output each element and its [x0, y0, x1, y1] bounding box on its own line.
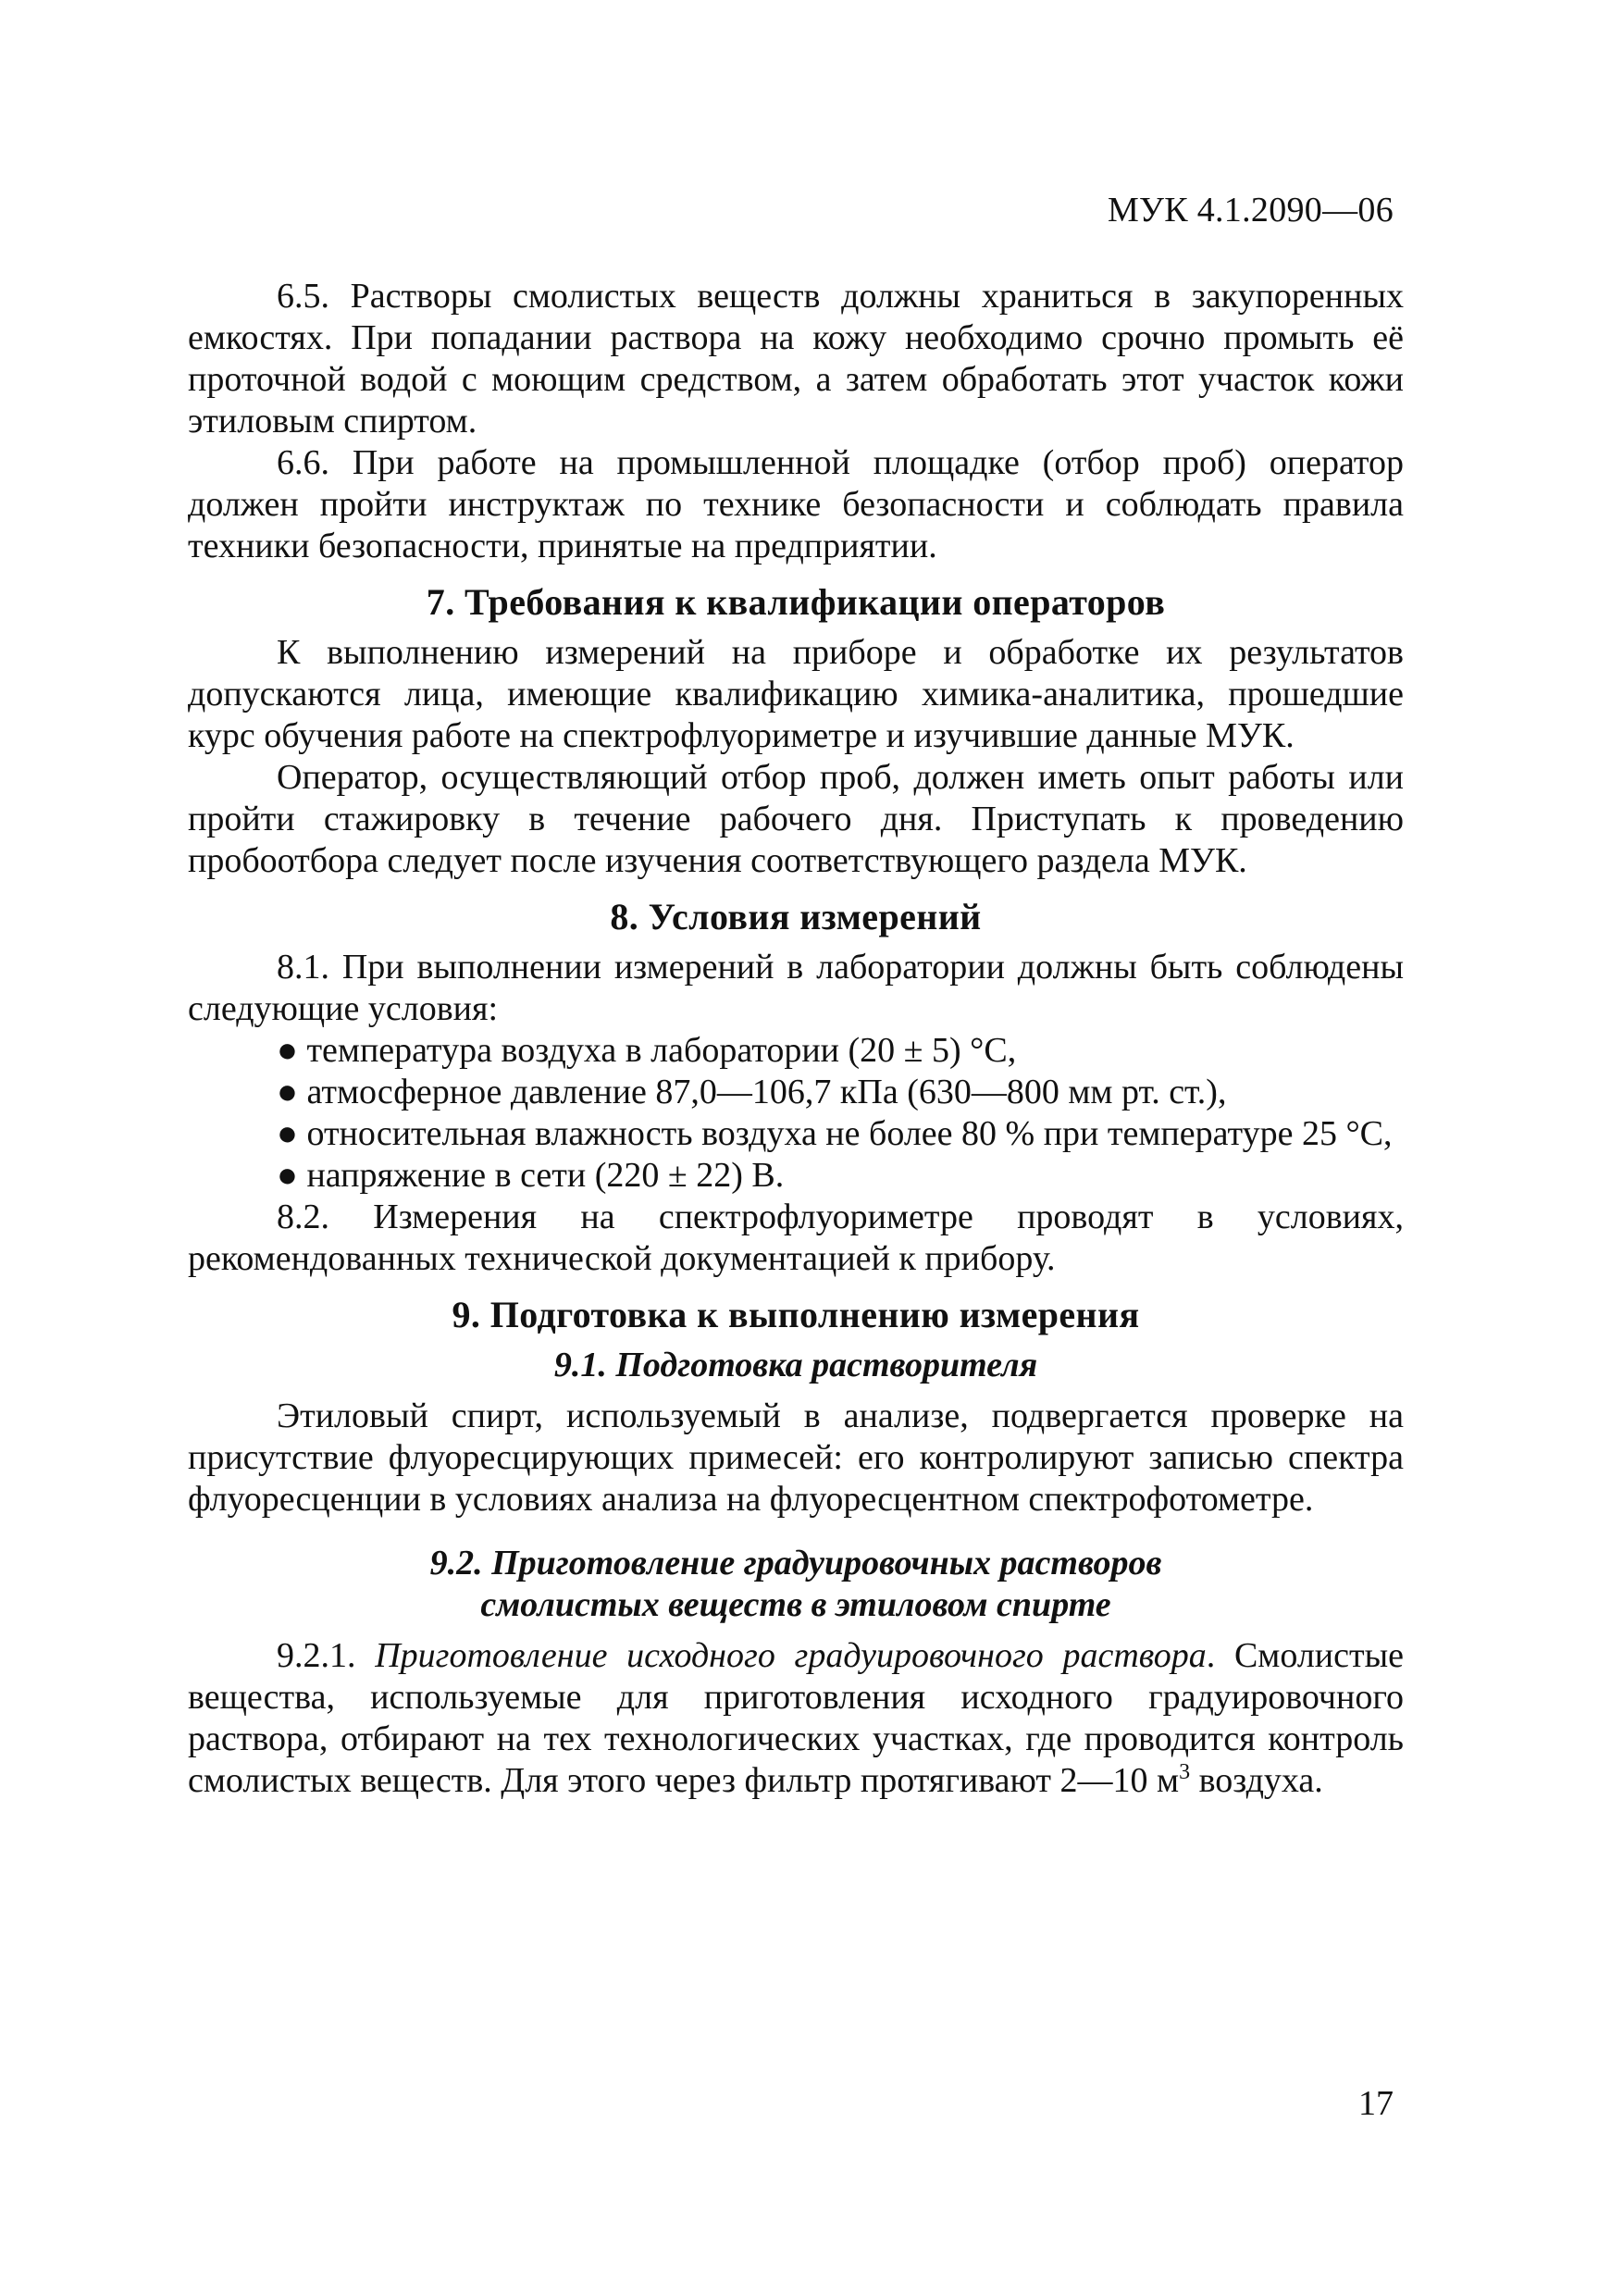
- subsection-9-2-heading: [188, 1543, 1404, 1626]
- section-9-heading: 9. Подготовка к выполнению измерения: [452, 1294, 1140, 1335]
- condition-temperature: ● температура воздуха в лаборатории (20 ± 5) °С,: [277, 1031, 1017, 1070]
- subsection-9-2-heading-line-2: смолистых веществ в этиловом спирте: [480, 1585, 1111, 1624]
- paragraph-9-2-1: [188, 1635, 1404, 1802]
- section-7-heading: 7. Требования к квалификации операторов: [426, 581, 1166, 623]
- section-7-paragraph-2: Оператор, осуществляющий отбор проб, должен иметь опыт работы или пройти стажировку в течение рабочего дня. Приступать к проведению пробоотбора следует после изучения соответствующего раздела МУК.: [188, 758, 1404, 880]
- paragraph-8-2: 8.2. Измерения на спектрофлуориметре проводят в условиях, рекомендованных технической документацией к прибору.: [188, 1198, 1404, 1278]
- condition-pressure: ● атмосферное давление 87,0—106,7 кПа (630—800 мм рт. ст.),: [277, 1073, 1227, 1111]
- condition-voltage: ● напряжение в сети (220 ± 22) В.: [277, 1156, 785, 1195]
- subsection-9-2-heading-line-1: 9.2. Приготовление градуировочных растворов: [429, 1544, 1162, 1582]
- paragraph-6-6: 6.6. При работе на промышленной площадке (отбор проб) оператор должен пройти инструктаж по технике безопасности и соблюдать правила техники безопасности, принятые на предприятии.: [188, 443, 1404, 565]
- paragraph-9-2-1-title: Приготовление исходного градуировочного раствора: [375, 1636, 1207, 1675]
- page-body: [188, 276, 1404, 1802]
- paragraph-9-2-1-number: 9.2.1.: [277, 1636, 376, 1675]
- paragraph-6-5: 6.5. Растворы смолистых веществ должны храниться в закупоренных емкостях. При попадании раствора на кожу необходимо срочно промыть её проточной водой с моющим средством, а затем обработать этот участок кожи этиловым спиртом.: [188, 277, 1404, 441]
- subsection-9-1-heading: 9.1. Подготовка растворителя: [553, 1346, 1038, 1384]
- paragraph-9-2-1-text: . Смолистые вещества, используемые для приготовления исходного градуировочного раствора, отбирают на тех технологических участках, где проводится контроль смолистых веществ. Для этого через фильтр протягивают 2—10 м: [188, 1636, 1405, 1800]
- document-code-header: МУК 4.1.2090—06: [1107, 191, 1394, 230]
- section-7-paragraph-1: К выполнению измерений на приборе и обработке их результатов допускаются лица, имеющие квалификацию химика-аналитика, прошедшие курс обучения работе на спектрофлуориметре и изучившие данные МУК.: [188, 633, 1404, 755]
- paragraph-8-1: 8.1. При выполнении измерений в лаборатории должны быть соблюдены следующие условия:: [188, 948, 1404, 1028]
- condition-humidity: ● относительная влажность воздуха не более 80 % при температуре 25 °С,: [277, 1114, 1393, 1153]
- paragraph-9-2-1-end: воздуха.: [1190, 1761, 1323, 1800]
- page-number: 17: [1358, 2084, 1394, 2123]
- cubic-superscript: 3: [1179, 1760, 1191, 1784]
- paragraph-9-1: Этиловый спирт, используемый в анализе, подвергается проверке на присутствие флуоресцирующих примесей: его контролируют записью спектра флуоресценции в условиях анализа на флуоресцентном спектрофотометре.: [188, 1396, 1404, 1519]
- section-8-heading: 8. Условия измерений: [610, 896, 982, 937]
